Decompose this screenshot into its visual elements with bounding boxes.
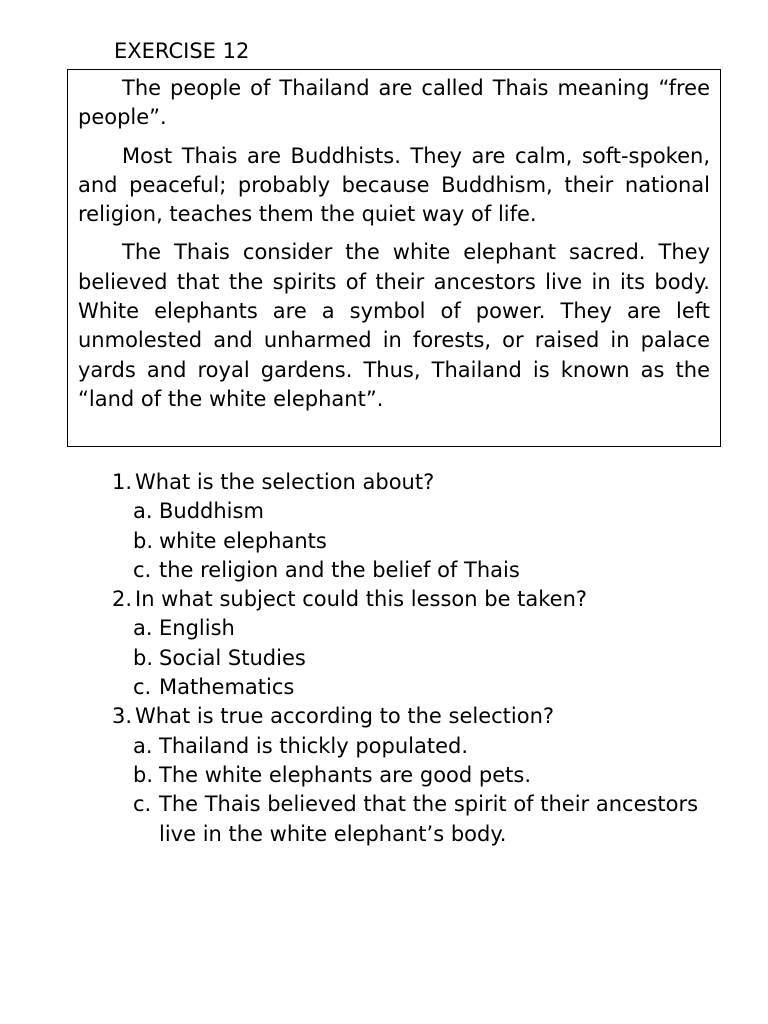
choice-text: Mathematics <box>159 675 295 700</box>
exercise-title: EXERCISE 12 <box>114 39 250 63</box>
choice-item <box>133 644 732 673</box>
choice-text: English <box>159 616 235 641</box>
question-text: What is the selection about? <box>135 470 435 494</box>
choice-text: Social Studies <box>159 645 306 670</box>
choice-letter: b. <box>133 645 154 670</box>
choice-item <box>133 761 732 790</box>
question-text: In what subject could this lesson be taken? <box>135 587 588 612</box>
choice-letter: a. <box>133 733 153 758</box>
choice-letter: c. <box>133 557 152 582</box>
passage-paragraph: The Thais consider the white elephant sacred. They believed that the spirits of their ancestors live in its body. White elephants are a symbol of power. They are left unmolested and unharmed in forests, or raised in palace yards and royal gardens. Thus, Thailand is known as the “land of the white elephant”. <box>78 240 710 411</box>
choice-letter: b. <box>133 762 154 787</box>
choice-text: Thailand is thickly populated. <box>159 733 469 758</box>
choice-text: The white elephants are good pets. <box>159 762 531 787</box>
question-number: 3. <box>112 704 133 729</box>
choice-item <box>133 556 732 585</box>
choice-item <box>133 497 732 526</box>
choice-letter: a. <box>133 499 153 524</box>
choice-text: white elephants <box>159 528 327 553</box>
question-number: 2. <box>112 587 133 612</box>
choice-text: the religion and the belief of Thais <box>159 557 520 582</box>
choice-text: The Thais believed that the spirit of their ancestors live in the white elephant’s body. <box>159 792 699 846</box>
choice-list <box>112 614 732 702</box>
passage-paragraph: The people of Thailand are called Thais meaning “free people”. <box>78 76 710 130</box>
choice-letter: c. <box>133 675 152 700</box>
question-item <box>112 585 732 702</box>
passage-paragraph: Most Thais are Buddhists. They are calm, soft-spoken, and peaceful; probably because Buddhism, their national religion, teaches them the quiet way of life. <box>78 143 710 227</box>
question-text: What is true according to the selection? <box>135 704 555 729</box>
question-number: 1. <box>112 470 133 494</box>
choice-letter: c. <box>133 792 152 817</box>
choice-letter: a. <box>133 616 153 641</box>
choice-list <box>112 732 732 849</box>
choice-item <box>133 614 732 643</box>
reading-passage <box>67 69 721 447</box>
choice-item <box>133 790 732 849</box>
question-item <box>112 702 732 848</box>
question-list <box>112 468 732 849</box>
choice-list <box>112 497 732 585</box>
choice-letter: b. <box>133 528 154 553</box>
question-item <box>112 468 732 585</box>
choice-item <box>133 673 732 702</box>
choice-item <box>133 527 732 556</box>
choice-item <box>133 732 732 761</box>
choice-text: Buddhism <box>159 499 264 524</box>
